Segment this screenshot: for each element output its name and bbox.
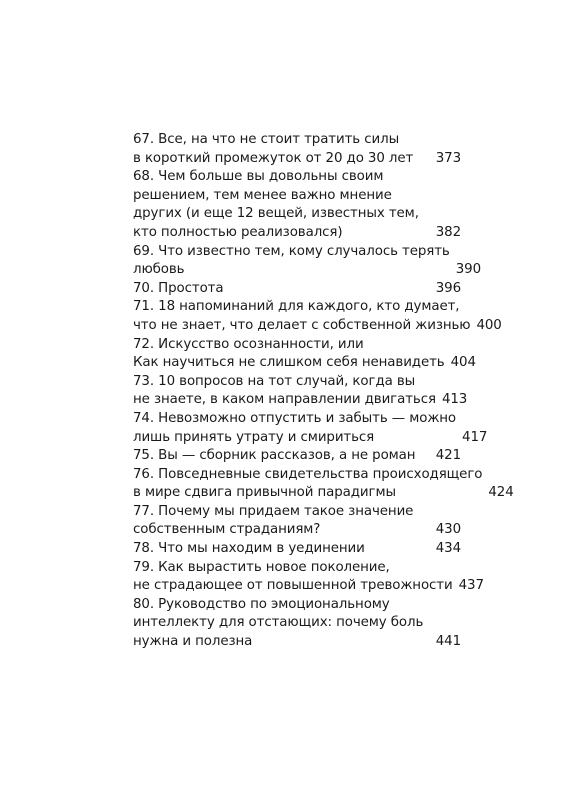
toc-entry-page-number: 424: [488, 485, 514, 501]
toc-entry: [133, 540, 461, 559]
toc-entry-title: [133, 410, 456, 447]
toc-entry: [133, 559, 484, 596]
toc-entry: [133, 336, 476, 373]
toc-entry-title-line: кто полностью реализовался): [133, 224, 343, 240]
toc-entry-title: [133, 336, 445, 373]
toc-entry: [133, 503, 461, 540]
toc-entry-title: [133, 466, 482, 503]
toc-entry-title: [133, 243, 450, 280]
toc-entry-title-line: 74. Невозможно отпустить и забыть — можно: [133, 410, 457, 426]
toc-entry-page-number: 417: [462, 429, 488, 445]
toc-entry-title-line: 80. Руководство по эмоциональному: [133, 596, 390, 612]
toc-entry: [133, 596, 461, 652]
toc-entry-title-line: 68. Чем больше вы довольны своим: [133, 169, 384, 185]
toc-entry-page-number: 396: [435, 280, 461, 296]
toc-entry-page-number: 421: [435, 448, 461, 464]
toc-entry: [133, 466, 514, 503]
toc-entry-title-line: в мире сдвига привычной парадигмы: [133, 485, 396, 501]
toc-entry-title-line: 77. Почему мы придаем такое значение: [133, 503, 414, 519]
toc-entry-title-line: 70. Простота: [133, 280, 224, 296]
toc-entry-title: [133, 298, 470, 335]
toc-entry-title: [133, 447, 430, 466]
toc-entry-title: [133, 503, 430, 540]
toc-entry-page-number: 413: [441, 392, 468, 408]
toc-entry: [133, 373, 468, 410]
toc-entry-title-line: 73. 10 вопросов на тот случай, когда вы: [133, 373, 416, 389]
toc-entry-title-line: 79. Как вырастить новое поколение,: [133, 559, 390, 575]
toc-entry-page-number: 404: [450, 355, 476, 371]
toc-entry-title: [133, 168, 430, 242]
toc-entry-title-line: 76. Повседневные свидетельства происходящего: [133, 466, 483, 482]
toc-entry-title-line: 72. Искусство осознанности, или: [133, 336, 364, 352]
toc-entry-title-line: других (и еще 12 вещей, известных тем,: [133, 206, 419, 222]
toc-entry-title: [133, 373, 436, 410]
toc-entry-title-line: лишь принять утрату и смириться: [133, 429, 375, 445]
toc-entry-title-line: решением, тем менее важно мнение: [133, 187, 392, 203]
toc-entry-title-line: интеллекту для отстающих: почему боль: [133, 615, 424, 631]
toc-entry-page-number: 434: [435, 541, 461, 557]
toc-entry-title-line: любовь: [133, 262, 185, 278]
toc-entry: [133, 168, 461, 242]
toc-entry-page-number: 437: [458, 578, 484, 594]
toc-entry: [133, 243, 481, 280]
toc-entry-title-line: не знаете, в каком направлении двигаться: [133, 392, 436, 408]
toc-entry-title-line: в короткий промежуток от 20 до 30 лет: [133, 150, 414, 166]
toc-entry-page-number: 430: [435, 522, 461, 538]
toc-entry: [133, 131, 461, 168]
toc-entry-title: [133, 540, 430, 559]
toc-entry-page-number: 382: [435, 224, 461, 240]
toc-entry-page-number: 390: [455, 262, 481, 278]
toc-entry-page-number: 441: [435, 634, 461, 650]
toc-entry-title: [133, 131, 430, 168]
toc-entry-page-number: 373: [435, 150, 461, 166]
toc-entry-title-line: 78. Что мы находим в уединении: [133, 541, 365, 557]
toc-entry: [133, 447, 461, 466]
toc-entry: [133, 280, 461, 299]
toc-entry-title-line: Как научиться не слишком себя ненавидеть: [133, 355, 445, 371]
toc-entry-title-line: 75. Вы — сборник рассказов, а не роман: [133, 448, 416, 464]
toc-entry-title: [133, 559, 453, 596]
toc-entry-title-line: 67. Все, на что не стоит тратить силы: [133, 132, 400, 147]
toc-entry-page-number: 400: [476, 317, 502, 333]
toc-entry: [133, 410, 488, 447]
toc-entry-title-line: не страдающее от повышенной тревожности: [133, 578, 453, 594]
toc-entry: [133, 298, 502, 335]
table-of-contents: [133, 131, 514, 652]
toc-entry-title-line: нужна и полезна: [133, 634, 253, 650]
toc-entry-title-line: 69. Что известно тем, кому случалось терять: [133, 243, 450, 259]
toc-entry-title: [133, 596, 430, 652]
toc-entry-title-line: что не знает, что делает с собственной жизнью: [133, 317, 471, 333]
toc-entry-title-line: 71. 18 напоминаний для каждого, кто думает,: [133, 299, 460, 315]
toc-entry-title-line: собственным страданиям?: [133, 522, 321, 538]
toc-entry-title: [133, 280, 430, 299]
